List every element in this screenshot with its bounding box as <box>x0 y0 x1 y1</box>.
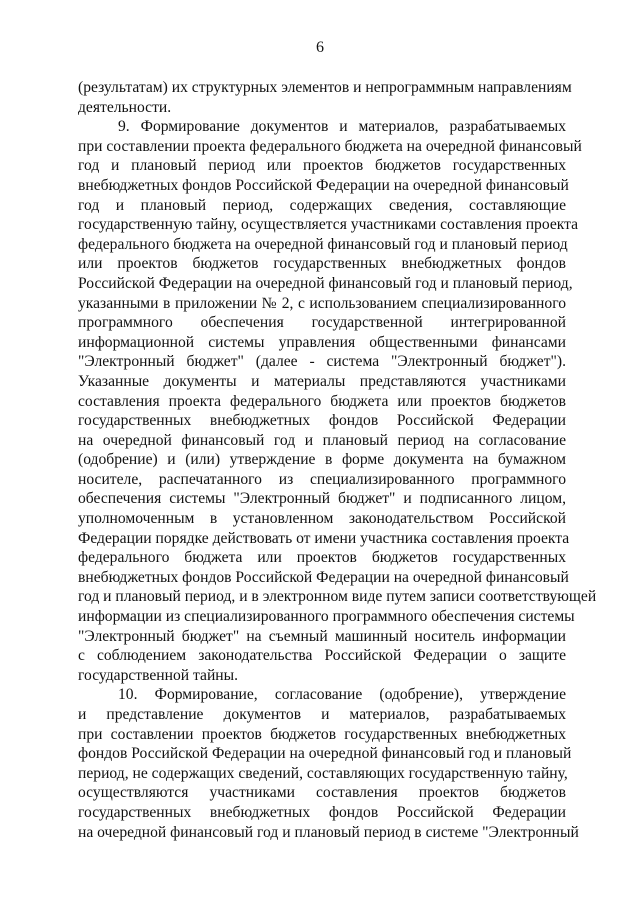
text-line: внебюджетных фондов Российской Федерации на очередной финансовый <box>78 568 569 586</box>
text-line: на очередной финансовый год и плановый период на согласование <box>78 431 566 449</box>
body-text <box>78 78 597 842</box>
text-line: Указанные документы и материалы представляются участниками <box>78 372 566 390</box>
paragraph-continuation <box>78 78 572 117</box>
text-line: (одобрение) и (или) утверждение в форме документа на бумажном <box>78 451 566 469</box>
text-line: носителе, распечатанного из специализированного программного <box>78 470 566 488</box>
text-line: обеспечения системы "Электронный бюджет" и подписанного лицом, <box>78 490 566 508</box>
text-line: при составлении проекта федерального бюджета на очередной финансовый <box>78 137 582 155</box>
text-line: с соблюдением законодательства Российской Федерации о защите <box>78 647 566 665</box>
text-line: или проектов бюджетов государственных внебюджетных фондов <box>78 255 566 273</box>
text-line: федерального бюджета на очередной финансовый год и плановый период <box>78 235 568 253</box>
text-line: 10. Формирование, согласование (одобрение), утверждение <box>118 686 566 704</box>
text-line: на очередной финансовый год и плановый период в системе "Электронный <box>78 823 579 841</box>
text-line: год и плановый период, и в электронном виде путем записи соответствующей <box>78 588 597 606</box>
text-line: государственных внебюджетных фондов Российской Федерации <box>78 412 566 430</box>
text-line: Российской Федерации на очередной финансовый год и плановый период, <box>78 274 573 292</box>
page-number: 6 <box>316 39 324 56</box>
text-line: осуществляются участниками составления проектов бюджетов <box>78 784 566 802</box>
text-line: год и плановый период, содержащих сведения, составляющие <box>78 196 566 214</box>
text-line: информации из специализированного программного обеспечения системы <box>78 608 575 626</box>
text-line: "Электронный бюджет" на съемный машинный носитель информации <box>78 627 566 645</box>
text-line: деятельности. <box>78 98 172 116</box>
text-line: указанными в приложении № 2, с использованием специализированного <box>78 294 566 312</box>
text-line: 9. Формирование документов и материалов, разрабатываемых <box>118 118 566 136</box>
text-line: государственной тайны. <box>78 666 239 684</box>
text-line: уполномоченным в установленном законодательством Российской <box>78 510 566 528</box>
text-line: федерального бюджета или проектов бюджетов государственных <box>78 549 566 567</box>
paragraph-item-9 <box>78 117 597 685</box>
text-line: Федерации порядке действовать от имени участника составления проекта <box>78 529 570 547</box>
paragraph-item-10 <box>78 685 579 842</box>
text-line: при составлении проектов бюджетов государственных внебюджетных <box>78 725 566 743</box>
text-line: (результатам) их структурных элементов и непрограммным направлениям <box>78 79 572 96</box>
text-line: государственных внебюджетных фондов Российской Федерации <box>78 803 566 821</box>
text-line: год и плановый период или проектов бюджетов государственных <box>78 157 566 175</box>
text-line: информационной системы управления общественными финансами <box>78 333 566 351</box>
text-line: и представление документов и материалов, разрабатываемых <box>78 706 566 723</box>
text-line: фондов Российской Федерации на очередной финансовый год и плановый <box>78 745 572 763</box>
text-line: программного обеспечения государственной интегрированной <box>78 314 566 332</box>
text-line: внебюджетных фондов Российской Федерации на очередной финансовый <box>78 176 569 194</box>
text-line: составления проекта федерального бюджета или проектов бюджетов <box>78 392 566 410</box>
text-line: государственную тайну, осуществляется участниками составления проекта <box>78 216 579 234</box>
text-line: период, не содержащих сведений, составляющих государственную тайну, <box>78 764 568 782</box>
text-line: "Электронный бюджет" (далее - система "Электронный бюджет"). <box>78 353 566 371</box>
